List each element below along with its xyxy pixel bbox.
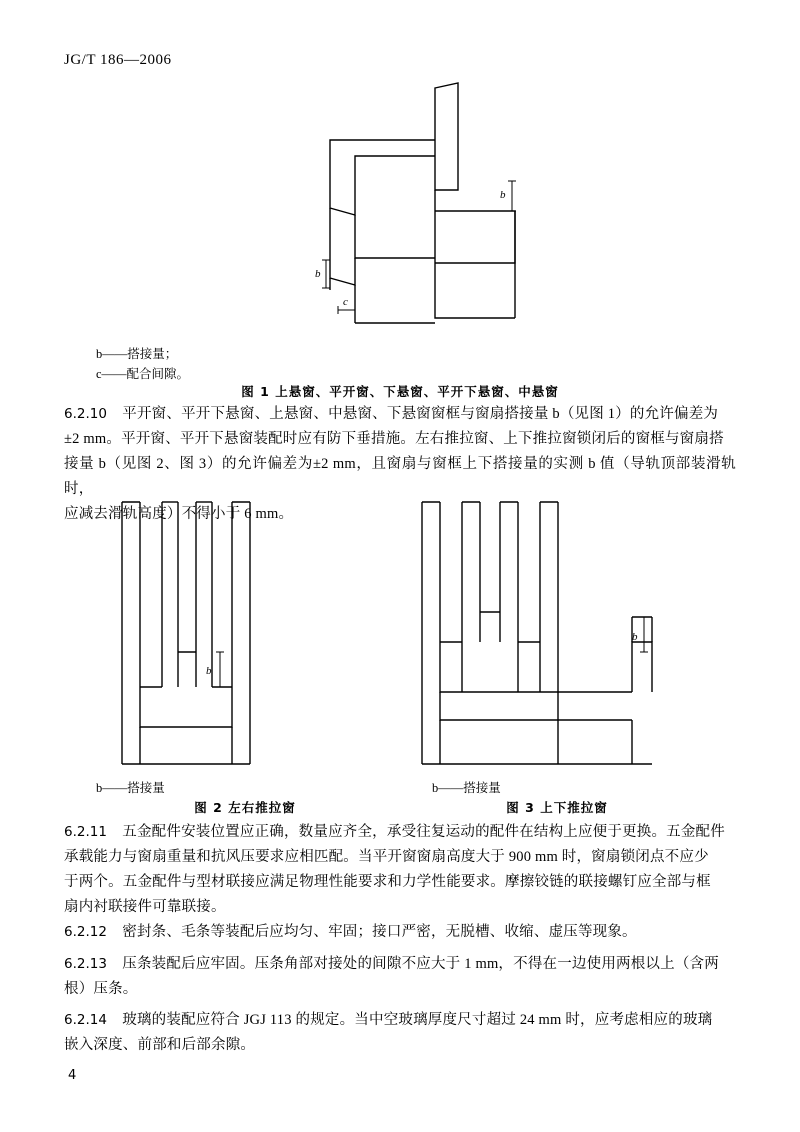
- clause-6-2-13: [64, 952, 736, 1002]
- clause-6-2-10-line-3: 接量 b（见图 2、图 3）的允许偏差为±2 mm，且窗扇与窗框上下搭接量的实测 b 值（导轨顶部装滑轨时，: [64, 456, 736, 497]
- figure-1-label-b-upper: b: [500, 189, 506, 201]
- figure-1-legend-c: c——配合间隙。: [96, 367, 190, 381]
- clause-6-2-12-number: 6.2.12: [64, 924, 107, 940]
- figure-2-label-b: b: [206, 665, 212, 677]
- figure-1-label-c: c: [343, 296, 348, 308]
- page-header-standard-number: JG/T 186—2006: [64, 52, 172, 68]
- clause-6-2-11-line-4: 扇内衬联接件可靠联接。: [64, 899, 226, 915]
- clause-6-2-10-line-4: 应减去滑轨高度）不得小于 6 mm。: [64, 506, 294, 522]
- clause-6-2-12: [64, 920, 736, 945]
- figure-1-label-b-lower: b: [315, 268, 321, 280]
- figure-1-legend-b: b——搭接量；: [96, 347, 178, 361]
- figure-2-drawing: [100, 492, 390, 772]
- clause-6-2-14-number: 6.2.14: [64, 1012, 107, 1028]
- clause-6-2-10-line-2: ±2 mm。平开窗、平开下悬窗装配时应有防下垂措施。左右推拉窗、上下推拉窗锁闭后的窗框与窗扇搭: [64, 431, 724, 447]
- page-number: 4: [68, 1068, 77, 1083]
- clause-6-2-14: [64, 1008, 736, 1058]
- figure-3-drawing: [400, 492, 700, 772]
- clause-6-2-11: [64, 820, 736, 920]
- figure-3-label-b: b: [632, 631, 638, 643]
- figure-1-drawing: [260, 78, 560, 338]
- clause-6-2-14-line-1: 玻璃的装配应符合 JGJ 113 的规定。当中空玻璃厚度尺寸超过 24 mm 时，应考虑相应的玻璃: [122, 1012, 713, 1028]
- clause-6-2-13-number: 6.2.13: [64, 956, 107, 972]
- clause-6-2-12-line-1: 密封条、毛条等装配后应均匀、牢固；接口严密，无脱槽、收缩、虚压等现象。: [122, 924, 637, 940]
- figure-2-caption: 图 2 左右推拉窗: [194, 800, 296, 815]
- figure-2-legend-b: b——搭接量: [96, 781, 165, 795]
- clause-6-2-13-line-1: 压条装配后应牢固。压条角部对接处的间隙不应大于 1 mm，不得在一边使用两根以上（含两: [122, 956, 719, 972]
- clause-6-2-11-number: 6.2.11: [64, 824, 107, 840]
- clause-6-2-11-line-1: 五金配件安装位置应正确，数量应齐全，承受往复运动的配件在结构上应便于更换。五金配件: [122, 824, 725, 840]
- figure-3: [400, 492, 700, 772]
- figure-1: [260, 78, 560, 338]
- clause-6-2-11-line-2: 承载能力与窗扇重量和抗风压要求应相匹配。当平开窗窗扇高度大于 900 mm 时，窗扇锁闭点不应少: [64, 849, 709, 865]
- clause-6-2-11-line-3: 于两个。五金配件与型材联接应满足物理性能要求和力学性能要求。摩擦铰链的联接螺钉应全部与框: [64, 874, 711, 890]
- clause-6-2-10-line-1: 平开窗、平开下悬窗、上悬窗、中悬窗、下悬窗窗框与窗扇搭接量 b（见图 1）的允许偏差为: [122, 406, 719, 422]
- figure-3-legend-b: b——搭接量: [432, 781, 501, 795]
- clause-6-2-10-number: 6.2.10: [64, 406, 107, 422]
- clause-6-2-14-line-2: 嵌入深度、前部和后部余隙。: [64, 1037, 256, 1053]
- clause-6-2-13-line-2: 根）压条。: [64, 981, 138, 997]
- figure-1-caption: 图 1 上悬窗、平开窗、下悬窗、平开下悬窗、中悬窗: [241, 384, 559, 399]
- figure-2: [100, 492, 390, 772]
- figure-3-caption: 图 3 上下推拉窗: [506, 800, 608, 815]
